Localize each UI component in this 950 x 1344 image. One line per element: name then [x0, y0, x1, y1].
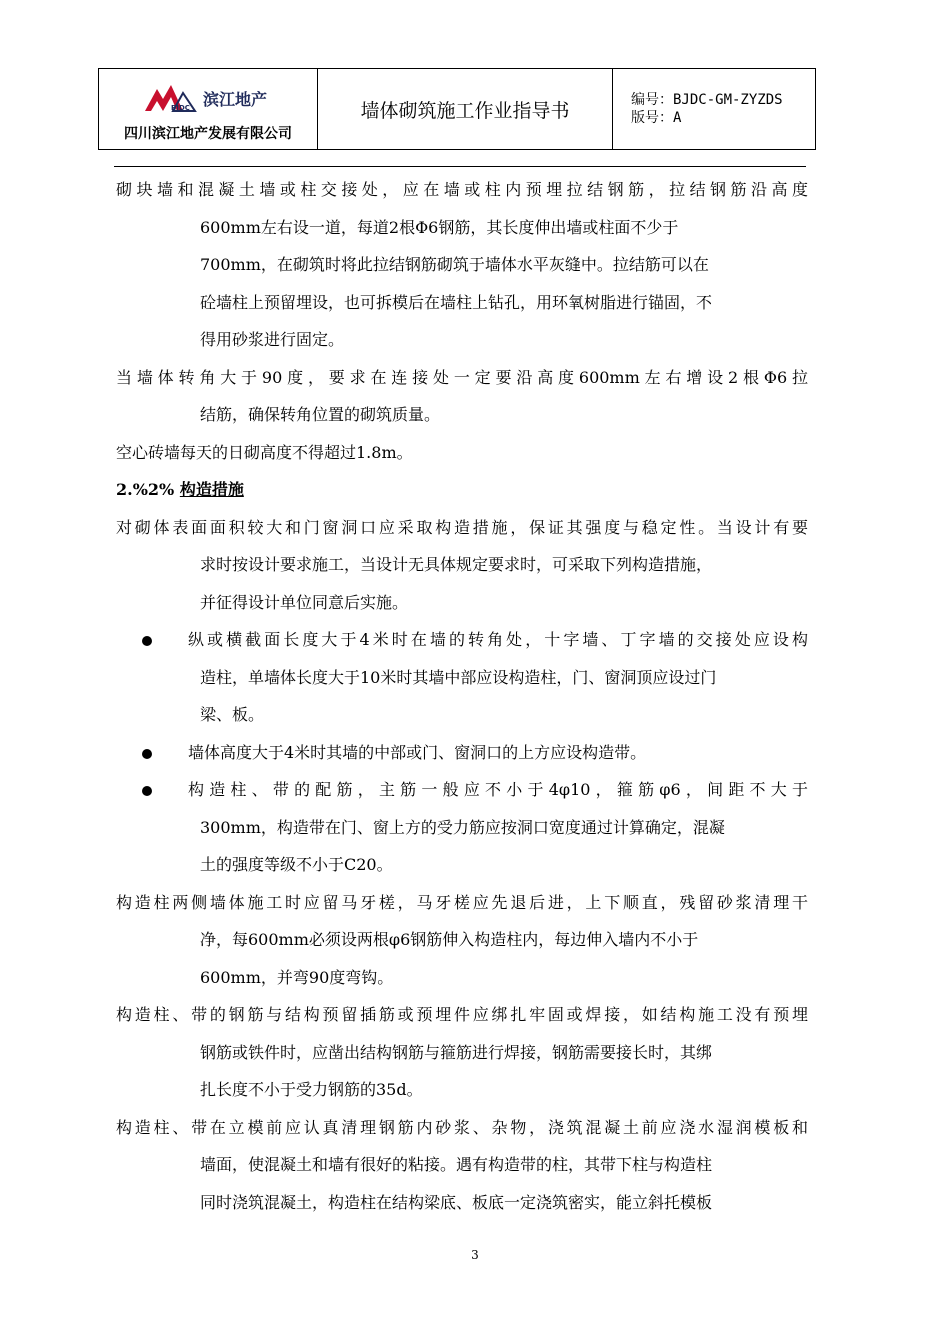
text-line: 纵或横截面长度大于4米时在墙的转角处，十字墙、丁字墙的交接处应设构: [188, 630, 808, 649]
text-line: 构造柱、带在立模前应认真清理钢筋内砂浆、杂物，浇筑混凝土前应浇水湿润模板和: [116, 1117, 808, 1137]
document-title: 墙体砌筑施工作业指导书: [318, 69, 613, 149]
section-title: 构造措施: [179, 480, 244, 499]
text-line: 对砌体表面面积较大和门窗洞口应采取构造措施，保证其强度与稳定性。当设计有要: [116, 517, 808, 537]
text-line: 结筋，确保转角位置的砌筑质量。: [200, 405, 441, 424]
text-line: 土的强度等级不小于C20。: [200, 855, 393, 874]
paragraph-corner: [116, 359, 808, 434]
document-version: 版号：A: [631, 110, 682, 126]
bullet-icon: [142, 749, 152, 759]
paragraph-formwork: [116, 1109, 808, 1222]
text-line: 空心砖墙每天的日砌高度不得超过1.8m。: [116, 442, 413, 462]
header-rule: [114, 166, 806, 167]
text-line: 梁、板。: [200, 705, 265, 724]
section-number: 2.%2%: [116, 480, 175, 499]
text-line: 600mm，并弯90度弯钩。: [200, 967, 394, 987]
list-item: [116, 771, 808, 884]
logo-small-text: BJDC: [171, 104, 190, 112]
text-line: 得用砂浆进行固定。: [200, 330, 345, 349]
page-number: 3: [471, 1248, 479, 1262]
section-heading: [116, 471, 808, 509]
body-content: [116, 171, 808, 1221]
paragraph-toothing: [116, 884, 808, 997]
bullet-icon: [142, 636, 152, 646]
text-line: 砼墙柱上预留埋设，也可拆模后在墙柱上钻孔，用环氧树脂进行锚固，不: [200, 292, 713, 312]
text-line: 构造柱、带的配筋，主筋一般应不小于4φ10，箍筋φ6，间距不大于: [188, 780, 808, 799]
paragraph-measures: [116, 509, 808, 622]
paragraph-rebar-binding: [116, 996, 808, 1109]
text-line: 并征得设计单位同意后实施。: [200, 592, 409, 612]
paragraph-tie-bars: [116, 171, 808, 359]
document-code: 编号：BJDC-GM-ZYZDS: [631, 92, 783, 108]
company-name: 四川滨江地产发展有限公司: [124, 126, 292, 142]
bullet-icon: [142, 786, 152, 796]
text-line: 构造柱、带的钢筋与结构预留插筋或预埋件应绑扎牢固或焊接，如结构施工没有预埋: [116, 1005, 808, 1024]
text-line: 钢筋或铁件时，应凿出结构钢筋与箍筋进行焊接，钢筋需要接长时，其绑: [200, 1042, 713, 1062]
logo-cell: [99, 69, 318, 149]
company-logo-icon: [143, 81, 199, 113]
text-line: 600mm左右设一道，每道2根Φ6钢筋，其长度伸出墙或柱面不少于: [200, 217, 679, 237]
text-line: 净，每600mm必须设两根φ6钢筋伸入构造柱内，每边伸入墙内不小于: [200, 930, 699, 949]
text-line: 当墙体转角大于90度，要求在连接处一定要沿高度600mm左右增设2根Φ6拉: [116, 367, 808, 387]
text-line: 同时浇筑混凝土，构造柱在结构梁底、板底一定浇筑密实，能立斜托模板: [200, 1192, 713, 1212]
text-line: 300mm，构造带在门、窗上方的受力筋应按洞口宽度通过计算确定，混凝: [200, 817, 725, 837]
document-header: [98, 68, 816, 150]
list-item: [116, 621, 808, 734]
text-line: 700mm，在砌筑时将此拉结钢筋砌筑于墙体水平灰缝中。拉结筋可以在: [200, 255, 709, 274]
text-line: 扎长度不小于受力钢筋的35d。: [200, 1080, 423, 1099]
text-line: 造柱，单墙体长度大于10米时其墙中部应设构造柱，门、窗洞顶应设过门: [200, 667, 717, 687]
paragraph-daily-height: [116, 434, 808, 472]
text-line: 构造柱两侧墙体施工时应留马牙槎，马牙槎应先退后进，上下顺直，残留砂浆清理干: [116, 892, 808, 912]
logo-text: 滨江地产: [203, 90, 268, 109]
text-line: 求时按设计要求施工，当设计无具体规定要求时，可采取下列构造措施，: [200, 555, 713, 574]
list-item: [116, 734, 808, 772]
text-line: 墙面，使混凝土和墙有很好的粘接。遇有构造带的柱，其带下柱与构造柱: [200, 1155, 713, 1174]
text-line: 墙体高度大于4米时其墙的中部或门、窗洞口的上方应设构造带。: [188, 742, 647, 762]
text-line: 砌块墙和混凝土墙或柱交接处，应在墙或柱内预埋拉结钢筋，拉结钢筋沿高度: [116, 180, 808, 199]
code-cell: [613, 69, 815, 149]
